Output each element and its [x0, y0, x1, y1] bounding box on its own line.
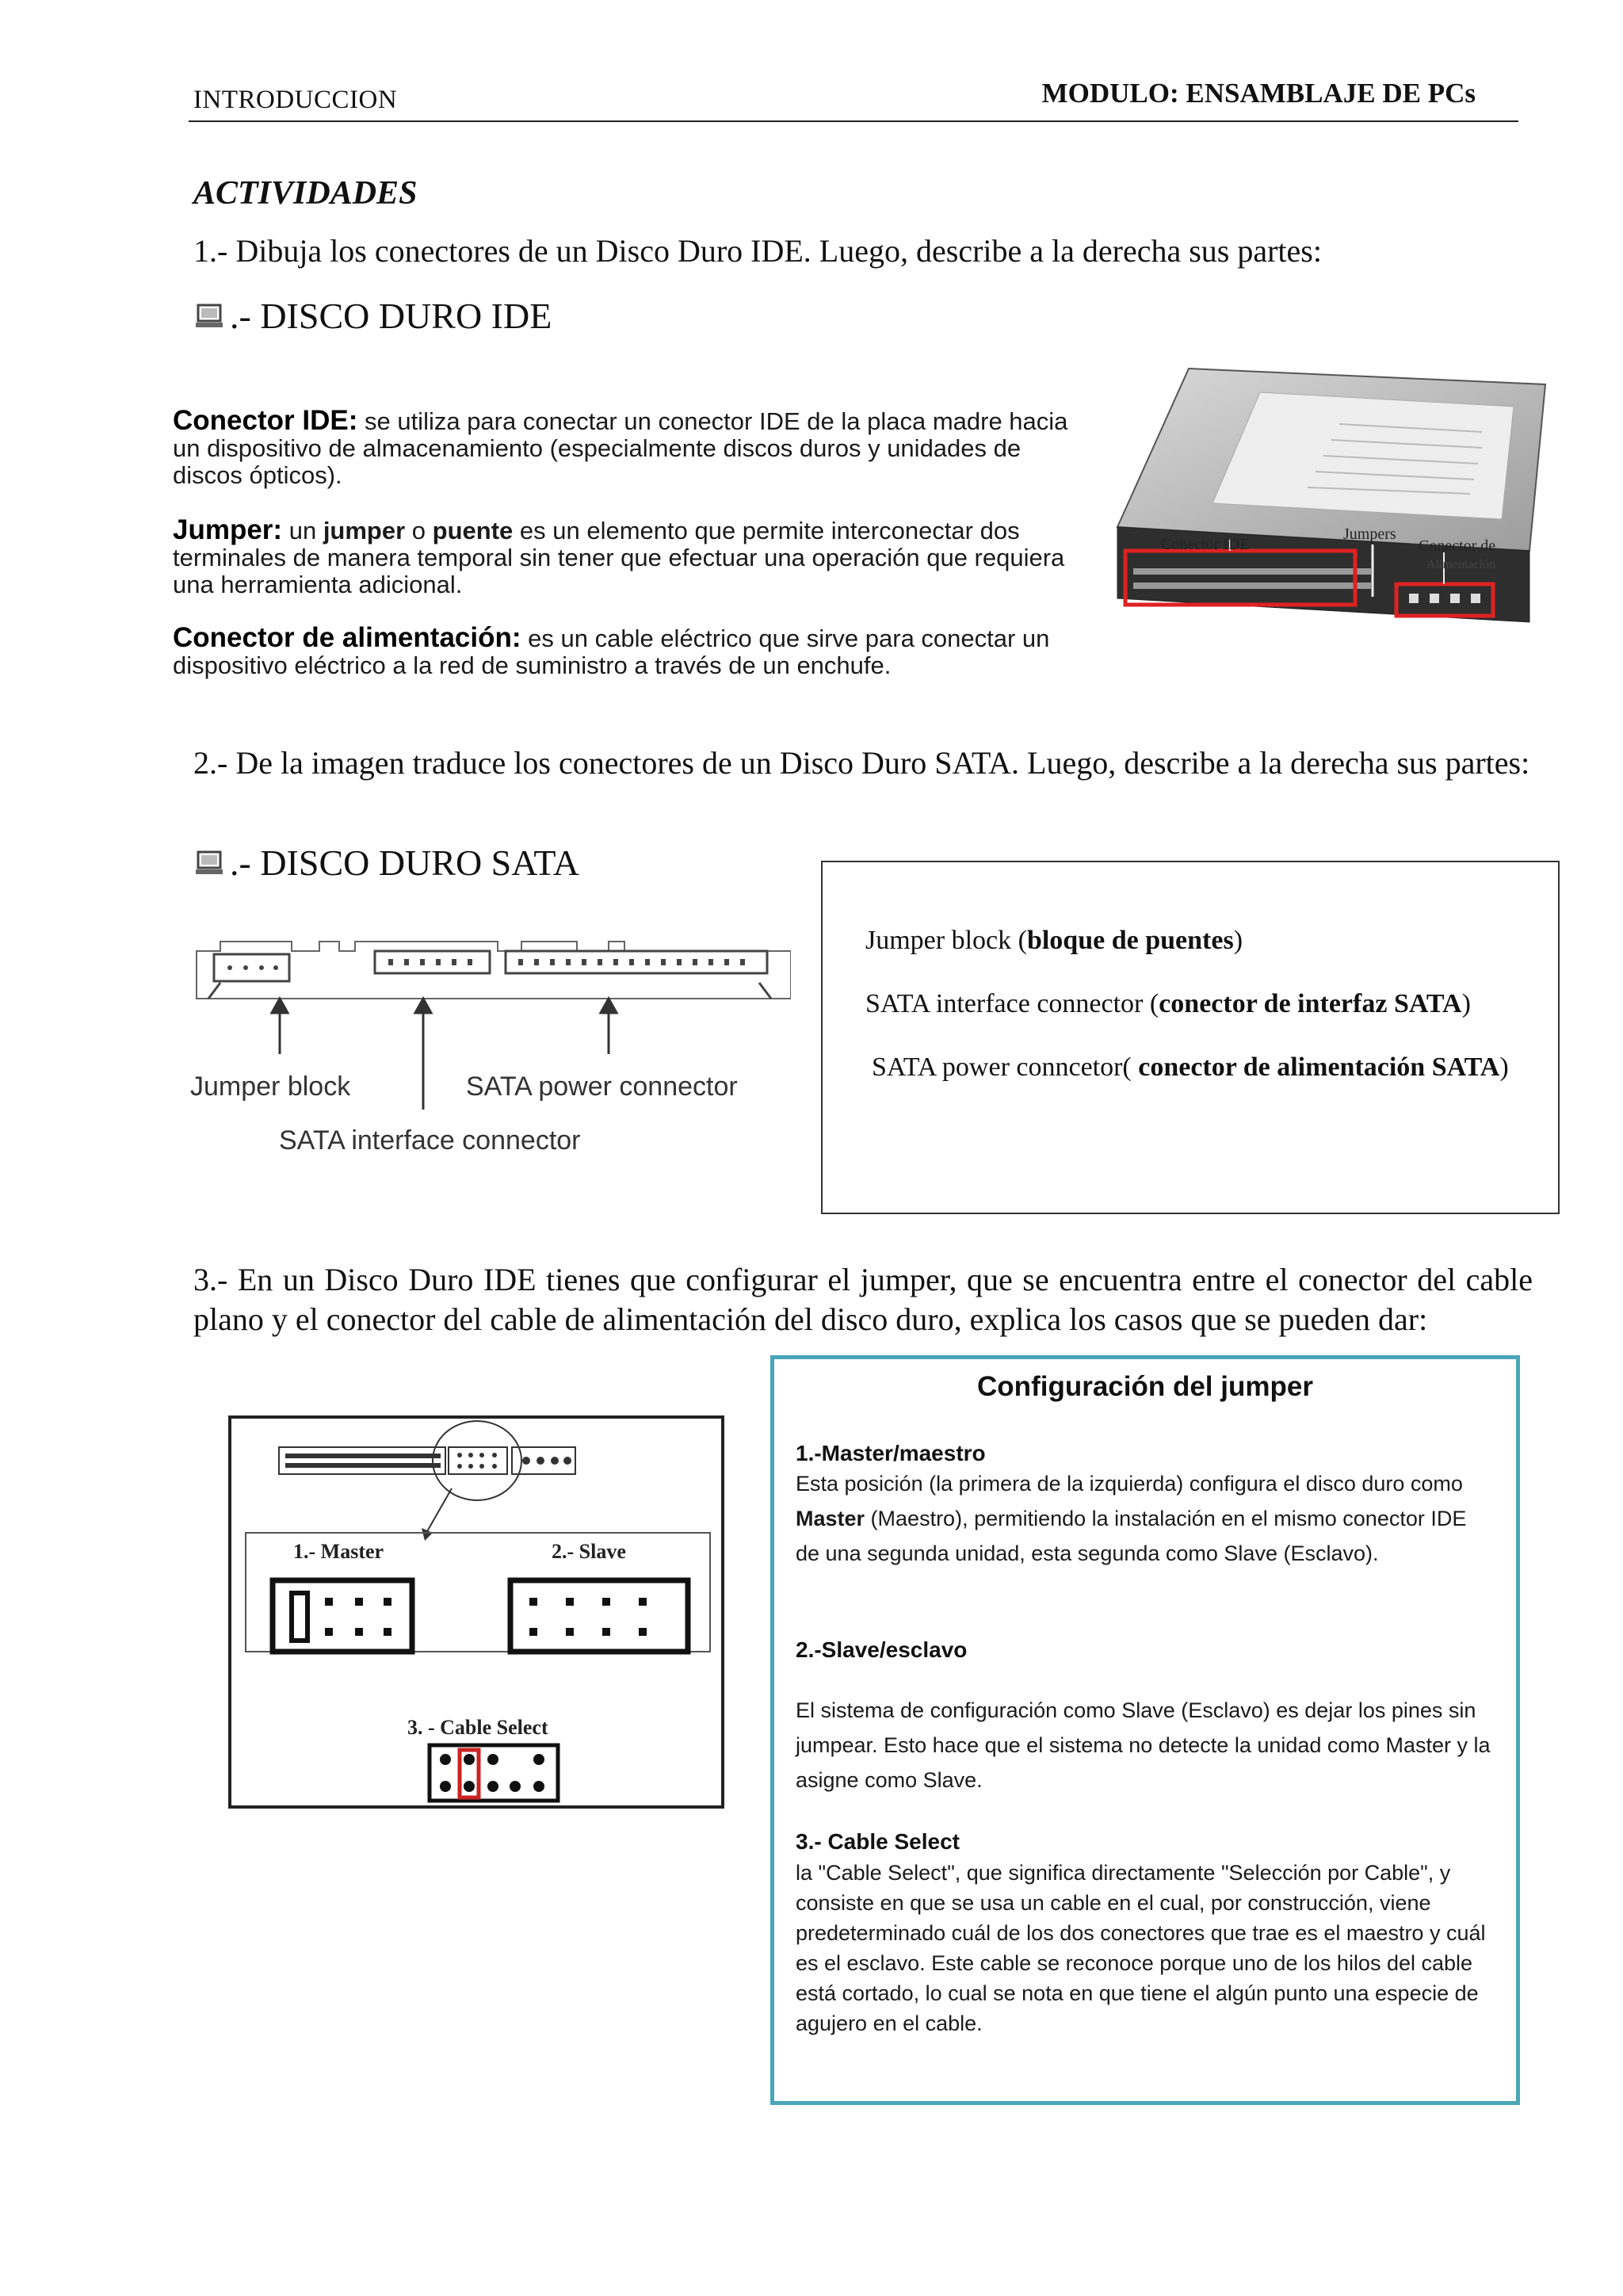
sata-answer-interface-close: ) — [1461, 989, 1471, 1018]
def-ide-connector — [173, 407, 1084, 489]
def-jumper — [173, 514, 1084, 598]
section-sata-title — [193, 842, 579, 884]
sata-answer-jumper — [865, 926, 1243, 956]
computer-icon — [193, 300, 225, 332]
config-cable-select-text: la "Cable Select", que significa directamente "Selección por Cable", y consiste en que se usa un cable en el cual, por construcción, viene predeterminado cuál de los dos conectores que trae es el maestro y cuál es el esclavo. Este cable se reconoce porque uno de los hilos del cable está cortado, lo cual se nota en que tiene el algún punto una especie de agujero en el cable. — [796, 1861, 1486, 2035]
sata-answer-power-es: conector de alimentación SATA — [1138, 1052, 1500, 1082]
header-left: INTRODUCCION — [193, 86, 398, 114]
photo-label-jumpers: Jumpers — [1343, 525, 1396, 543]
sata-answer-power — [872, 1052, 1509, 1083]
photo-label-power-2: Alimentación — [1426, 558, 1496, 571]
sata-label-interface: SATA interface connector — [279, 1125, 581, 1156]
config-master-text-2: (Maestro), permitiendo la instalación en el mismo conector IDE de una segunda unidad, esta segunda como Slave (Esclavo). — [796, 1507, 1467, 1565]
sata-answer-interface-es: conector de interfaz SATA — [1159, 989, 1462, 1018]
def-jumper-bold-2: puente — [432, 517, 514, 544]
sata-answer-jumper-close: ) — [1233, 926, 1243, 955]
section-sata-label: .- DISCO DURO SATA — [230, 842, 580, 883]
sata-answer-jumper-en: Jumper block ( — [865, 926, 1027, 955]
header-right: MODULO: ENSAMBLAJE DE PCs — [1041, 78, 1476, 109]
config-master-text — [796, 1466, 1493, 1571]
computer-icon — [193, 847, 225, 879]
section-ide-label: .- DISCO DURO IDE — [230, 296, 552, 336]
def-jumper-bold-1: jumper — [323, 517, 406, 544]
sata-label-jumper-block: Jumper block — [190, 1072, 351, 1102]
config-title: Configuración del jumper — [977, 1371, 1313, 1402]
jumper-label-cable-select: 3. - Cable Select — [407, 1716, 548, 1739]
question-1: 1.- Dibuja los conectores de un Disco Duro IDE. Luego, describe a la derecha sus partes: — [193, 233, 1322, 269]
ide-hdd-photo — [1102, 361, 1553, 662]
config-slave-text: El sistema de configuración como Slave (Esclavo) es dejar los pines sin jumpear. Esto hace que el sistema no detecte la unidad como Master y la asigne como Slave. — [796, 1698, 1491, 1792]
config-master-heading: 1.-Master/maestro — [796, 1441, 986, 1465]
def-jumper-term: Jumper: — [173, 514, 283, 545]
def-power-connector — [173, 622, 1084, 679]
def-ide-term: Conector IDE: — [173, 405, 358, 436]
photo-label-power-1: Conector de — [1419, 537, 1496, 555]
question-2: 2.- De la imagen traduce los conectores de un Disco Duro SATA. Luego, describe a la derecha sus partes: — [193, 745, 1530, 781]
activities-title: ACTIVIDADES — [193, 175, 418, 212]
question-3: 3.- En un Disco Duro IDE tienes que configurar el jumper, que se encuentra entre el conector del cable plano y el conector del cable de alimentación del disco duro, explica los casos que se pueden dar: — [193, 1262, 1533, 1337]
config-master-text-1: Esta posición (la primera de la izquierda) configura el disco duro como — [796, 1472, 1463, 1496]
jumper-config-diagram — [228, 1393, 726, 1809]
photo-label-ide: Conector IDE — [1161, 536, 1250, 553]
config-master-bold: Master — [796, 1507, 865, 1530]
sata-answer-interface — [865, 989, 1471, 1019]
sata-answer-power-en: SATA power conncetor( — [872, 1052, 1139, 1082]
sata-answer-box — [821, 861, 1560, 1214]
def-power-text: es un cable eléctrico que sirve para conectar un dispositivo eléctrico a la red de suministro a través de un enchufe. — [173, 625, 1050, 679]
def-power-term: Conector de alimentación: — [173, 622, 521, 653]
sata-label-power: SATA power connector — [466, 1072, 738, 1102]
config-cable-select-heading: 3.- Cable Select — [796, 1829, 960, 1854]
sata-answer-jumper-es: bloque de puentes — [1026, 926, 1234, 955]
header-rule — [189, 120, 1518, 122]
sata-answer-interface-en: SATA interface connector ( — [865, 989, 1159, 1018]
def-ide-text: se utiliza para conectar un conector IDE de la placa madre hacia un dispositivo de almacenamiento (especialmente discos duros y unidades de discos ópticos). — [173, 407, 1068, 489]
section-ide-title — [193, 295, 552, 337]
jumper-label-master: 1.- Master — [293, 1540, 384, 1563]
def-jumper-text-2: o — [405, 517, 433, 544]
def-jumper-text-1: un — [282, 517, 323, 544]
config-slave-heading: 2.-Slave/esclavo — [796, 1637, 968, 1662]
def-jumper-text-3: es un elemento que permite interconectar dos terminales de manera temporal sin tener que efectuar una operación que requiera una herramienta adicional. — [173, 517, 1065, 598]
sata-answer-power-close: ) — [1499, 1052, 1509, 1082]
jumper-label-slave: 2.- Slave — [552, 1540, 626, 1563]
sata-connector-diagram — [181, 919, 791, 1157]
